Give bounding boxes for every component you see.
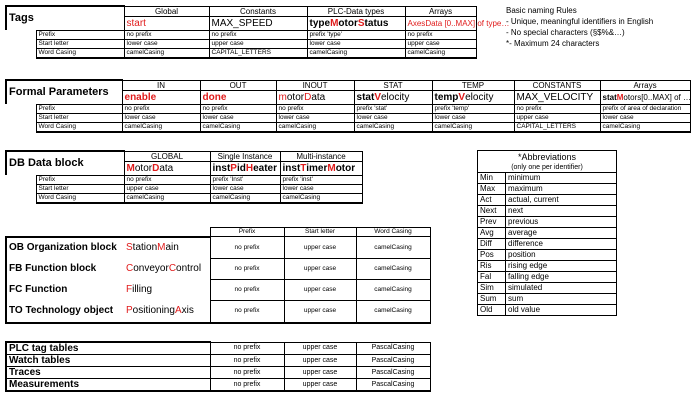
block-cell: upper case xyxy=(284,237,356,259)
block-example: StationMain xyxy=(124,237,210,259)
abbr-key: Prev xyxy=(478,217,506,228)
naming-rules xyxy=(506,5,653,49)
plc-cell: no prefix xyxy=(210,342,284,355)
db-header-global: GLOBAL xyxy=(124,151,210,161)
db-table xyxy=(5,150,363,204)
plc-cell: no prefix xyxy=(210,355,284,367)
abbr-key: Pos xyxy=(478,250,506,261)
tags-cell: no prefix xyxy=(124,30,209,39)
db-example-global: MotorData xyxy=(124,161,210,175)
plc-cell: PascalCasing xyxy=(356,342,430,355)
plc-table xyxy=(5,341,431,392)
tags-cell: lower case xyxy=(124,39,209,48)
plc-cell: no prefix xyxy=(210,379,284,392)
params-cell: lower case xyxy=(276,113,354,122)
abbr-key: Ris xyxy=(478,261,506,272)
tags-cell: upper case xyxy=(209,39,307,48)
params-cell: upper case xyxy=(514,113,600,122)
params-cell: no prefix xyxy=(514,104,600,113)
params-cell: camelCasing xyxy=(600,122,690,132)
abbr-value: rising edge xyxy=(506,261,617,272)
block-cell: no prefix xyxy=(210,301,284,323)
abbr-key: Max xyxy=(478,184,506,195)
params-example-constants: MAX_VELOCITY xyxy=(514,90,600,104)
plc-name: PLC tag tables xyxy=(6,342,210,355)
abbr-value: previous xyxy=(506,217,617,228)
plc-cell: upper case xyxy=(284,355,356,367)
params-example-inout: motorData xyxy=(276,90,354,104)
block-name: FC Function xyxy=(6,280,124,301)
params-header-constants: CONSTANTS xyxy=(514,80,600,90)
db-cell: prefix 'inst' xyxy=(280,175,362,184)
block-cell: no prefix xyxy=(210,237,284,259)
block-cell: upper case xyxy=(284,301,356,323)
params-row-label: Prefix xyxy=(36,104,122,113)
block-cell: no prefix xyxy=(210,259,284,280)
abbr-key: Act xyxy=(478,195,506,206)
naming-rule: - No special characters (§$%&…) xyxy=(506,28,625,37)
tags-cell: camelCasing xyxy=(405,48,476,58)
params-header-stat: STAT xyxy=(354,80,432,90)
tags-cell: lower case xyxy=(307,39,405,48)
db-example-multi: instTimerMotor xyxy=(280,161,362,175)
abbr-key: Fal xyxy=(478,272,506,283)
plc-cell: upper case xyxy=(284,367,356,379)
abbreviations-title: *Abbreviations xyxy=(478,151,617,164)
abbr-value: maximum xyxy=(506,184,617,195)
blocks-table xyxy=(5,227,431,324)
abbr-value: actual, current xyxy=(506,195,617,206)
abbr-value: average xyxy=(506,228,617,239)
tags-row-label: Word Casing xyxy=(36,48,124,58)
params-cell: camelCasing xyxy=(122,122,200,132)
plc-name: Watch tables xyxy=(6,355,210,367)
db-cell: lower case xyxy=(280,184,362,193)
block-cell: no prefix xyxy=(210,280,284,301)
plc-cell: PascalCasing xyxy=(356,355,430,367)
db-title: DB Data block xyxy=(6,151,124,175)
params-header-in: IN xyxy=(122,80,200,90)
abbr-value: falling edge xyxy=(506,272,617,283)
params-cell: no prefix xyxy=(276,104,354,113)
plc-cell: PascalCasing xyxy=(356,379,430,392)
db-row-label: Start letter xyxy=(36,184,124,193)
params-cell: camelCasing xyxy=(432,122,514,132)
block-name: TO Technology object xyxy=(6,301,124,323)
block-name: FB Function block xyxy=(6,259,124,280)
db-header-multi: Multi-instance xyxy=(280,151,362,161)
tags-example-array: AxesData [0..MAX] of type… xyxy=(405,16,476,30)
params-example-out: done xyxy=(200,90,276,104)
block-cell: camelCasing xyxy=(356,237,430,259)
db-cell: no prefix xyxy=(124,175,210,184)
abbr-value: old value xyxy=(506,305,617,316)
abbr-key: Old xyxy=(478,305,506,316)
abbr-key: Avg xyxy=(478,228,506,239)
params-example-in: enable xyxy=(122,90,200,104)
abbr-value: simulated xyxy=(506,283,617,294)
tags-cell: CAPITAL_LETTERS xyxy=(209,48,307,58)
params-cell: no prefix xyxy=(200,104,276,113)
tags-cell: upper case xyxy=(405,39,476,48)
blocks-header-prefix: Prefix xyxy=(210,228,284,237)
params-cell: no prefix xyxy=(122,104,200,113)
abbr-key: Sim xyxy=(478,283,506,294)
params-cell: camelCasing xyxy=(200,122,276,132)
tags-row-label: Start letter xyxy=(36,39,124,48)
params-row-label: Start letter xyxy=(36,113,122,122)
block-cell: upper case xyxy=(284,280,356,301)
tags-header-arrays: Arrays xyxy=(405,6,476,16)
abbr-key: Next xyxy=(478,206,506,217)
tags-example-global: start xyxy=(124,16,209,30)
params-header-arrays: Arrays xyxy=(600,80,690,90)
tags-header-udt: PLC-Data types xyxy=(307,6,405,16)
plc-cell: no prefix xyxy=(210,367,284,379)
blocks-header-casing: Word Casing xyxy=(356,228,430,237)
params-title: Formal Parameters xyxy=(6,80,122,104)
abbr-key: Sum xyxy=(478,294,506,305)
params-cell: prefix 'temp' xyxy=(432,104,514,113)
block-example: Filling xyxy=(126,284,153,295)
params-cell: lower case xyxy=(122,113,200,122)
params-cell: prefix 'stat' xyxy=(354,104,432,113)
naming-rule: *- Maximum 24 characters xyxy=(506,39,600,48)
params-header-temp: TEMP xyxy=(432,80,514,90)
plc-cell: upper case xyxy=(284,379,356,392)
params-example-arrays: statMotors[0..MAX] of … xyxy=(600,90,690,104)
abbr-key: Diff xyxy=(478,239,506,250)
params-cell: lower case xyxy=(432,113,514,122)
block-example: ConveyorControl xyxy=(126,263,202,274)
db-cell: camelCasing xyxy=(280,193,362,203)
block-cell: upper case xyxy=(284,259,356,280)
abbreviations-table xyxy=(477,150,617,316)
db-row-label: Word Casing xyxy=(36,193,124,203)
block-name: OB Organization block xyxy=(6,237,124,259)
params-cell: lower case xyxy=(600,113,690,122)
tags-cell: no prefix xyxy=(405,30,476,39)
tags-example-udt: typeMotorStatus xyxy=(307,16,405,30)
db-cell: camelCasing xyxy=(124,193,210,203)
tags-title: Tags xyxy=(6,6,124,30)
plc-name: Traces xyxy=(6,367,210,379)
params-cell: camelCasing xyxy=(276,122,354,132)
abbr-value: position xyxy=(506,250,617,261)
params-cell: prefix of area of declaration xyxy=(600,104,690,113)
blocks-header-start: Start letter xyxy=(284,228,356,237)
params-header-inout: INOUT xyxy=(276,80,354,90)
tags-example-constant: MAX_SPEED xyxy=(209,16,307,30)
tags-cell: camelCasing xyxy=(124,48,209,58)
params-table xyxy=(5,79,691,133)
tags-cell: camelCasing xyxy=(307,48,405,58)
params-example-stat: statVelocity xyxy=(354,90,432,104)
abbreviations-subtitle: (only one per identifier) xyxy=(478,163,617,173)
tags-header-constants: Constants xyxy=(209,6,307,16)
params-example-temp: tempVelocity xyxy=(432,90,514,104)
db-cell: lower case xyxy=(210,184,280,193)
tags-row-label: Prefix xyxy=(36,30,124,39)
naming-rules-title: Basic naming Rules xyxy=(506,6,577,15)
db-cell: prefix 'Inst' xyxy=(210,175,280,184)
tags-cell: prefix 'type' xyxy=(307,30,405,39)
abbr-value: difference xyxy=(506,239,617,250)
plc-name: Measurements xyxy=(6,379,210,392)
db-cell: camelCasing xyxy=(210,193,280,203)
block-cell: camelCasing xyxy=(356,280,430,301)
abbr-key: Min xyxy=(478,173,506,184)
tags-header-global: Global xyxy=(124,6,209,16)
tags-table xyxy=(5,5,510,59)
db-row-label: Prefix xyxy=(36,175,124,184)
tags-cell: no prefix xyxy=(209,30,307,39)
params-header-out: OUT xyxy=(200,80,276,90)
db-header-single: Single Instance xyxy=(210,151,280,161)
plc-cell: PascalCasing xyxy=(356,367,430,379)
abbr-value: sum xyxy=(506,294,617,305)
block-cell: camelCasing xyxy=(356,259,430,280)
abbr-value: minimum xyxy=(506,173,617,184)
db-example-single: instPidHeater xyxy=(210,161,280,175)
block-cell: camelCasing xyxy=(356,301,430,323)
params-cell: camelCasing xyxy=(354,122,432,132)
params-cell: lower case xyxy=(200,113,276,122)
abbr-value: next xyxy=(506,206,617,217)
db-cell: upper case xyxy=(124,184,210,193)
params-cell: lower case xyxy=(354,113,432,122)
plc-cell: upper case xyxy=(284,342,356,355)
params-cell: CAPITAL_LETTERS xyxy=(514,122,600,132)
naming-rule: - Unique, meaningful identifiers in English xyxy=(506,17,654,26)
params-row-label: Word Casing xyxy=(36,122,122,132)
block-example: PositioningAxis xyxy=(124,301,210,323)
